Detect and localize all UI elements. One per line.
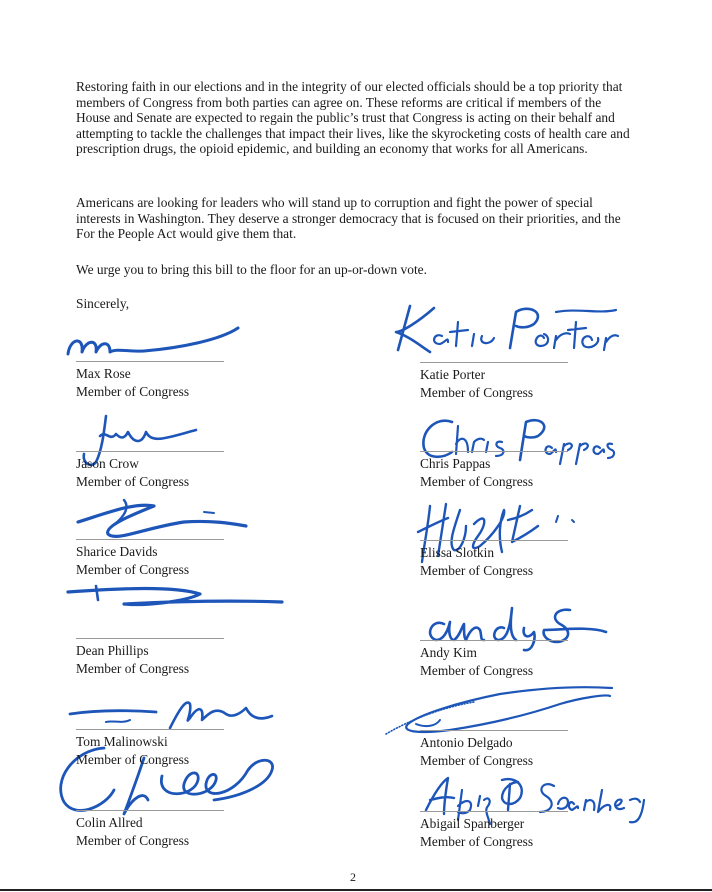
- signature-line: [420, 811, 568, 812]
- signer-title: Member of Congress: [76, 562, 190, 577]
- signer-title: Member of Congress: [420, 834, 534, 849]
- page-bottom-edge: [0, 889, 712, 891]
- signature-line: [76, 638, 224, 639]
- signer-name: Max Rose: [76, 366, 131, 381]
- signer-name: Dean Phillips: [76, 643, 149, 658]
- signer-title: Member of Congress: [76, 661, 190, 676]
- signer-name: Sharice Davids: [76, 544, 158, 559]
- signer-name: Colin Allred: [76, 815, 143, 830]
- signature-line: [420, 540, 568, 541]
- signer-title: Member of Congress: [76, 752, 190, 767]
- signer-name: Abigail Spanberger: [420, 816, 525, 831]
- signer-title: Member of Congress: [76, 833, 190, 848]
- signature-dean-phillips: [64, 580, 294, 620]
- signer-title: Member of Congress: [420, 663, 534, 678]
- signature-katie-porter: [378, 298, 618, 356]
- closing-salutation: Sincerely,: [76, 296, 130, 311]
- signer-title: Member of Congress: [420, 753, 534, 768]
- signer-name: Jason Crow: [76, 456, 139, 471]
- signer-title: Member of Congress: [76, 474, 190, 489]
- signature-line: [420, 640, 568, 641]
- signer-title: Member of Congress: [420, 563, 534, 578]
- body-paragraph-1: Restoring faith in our elections and in the integrity of our elected officials should be a top priority that members of Congress from both parties can agree on. These reforms are critical if members of the House and Senate are expected to regain the public’s trust that Congress is acting on their behalf and attempting to tackle the challenges that impact their lives, like the skyrocketing costs of health care and prescription drugs, the opioid epidemic, and building an economy that works for all Americans.: [76, 79, 630, 157]
- body-paragraph-2: Americans are looking for leaders who will stand up to corruption and fight the power of special interests in Washington. They deserve a stronger democracy that is focused on their priorities, and the For the People Act would give them that.: [76, 195, 621, 242]
- signer-title: Member of Congress: [420, 385, 534, 400]
- signature-line: [420, 730, 568, 731]
- signer-name: Elissa Slotkin: [420, 545, 495, 560]
- signature-line: [76, 361, 224, 362]
- signature-antonio-delgado: [380, 684, 616, 742]
- signature-line: [420, 451, 568, 452]
- signer-name: Antonio Delgado: [420, 735, 513, 750]
- signature-line: [420, 362, 568, 363]
- signer-name: Katie Porter: [420, 367, 486, 382]
- signature-line: [76, 810, 224, 811]
- signature-line: [76, 539, 224, 540]
- page-number: 2: [350, 870, 356, 884]
- body-paragraph-3: We urge you to bring this bill to the floor for an up-or-down vote.: [76, 262, 427, 277]
- signature-line: [76, 729, 224, 730]
- signer-name: Tom Malinowski: [76, 734, 168, 749]
- signer-name: Chris Pappas: [420, 456, 491, 471]
- signer-title: Member of Congress: [76, 384, 190, 399]
- signature-line: [76, 451, 224, 452]
- signer-title: Member of Congress: [420, 474, 534, 489]
- signer-name: Andy Kim: [420, 645, 477, 660]
